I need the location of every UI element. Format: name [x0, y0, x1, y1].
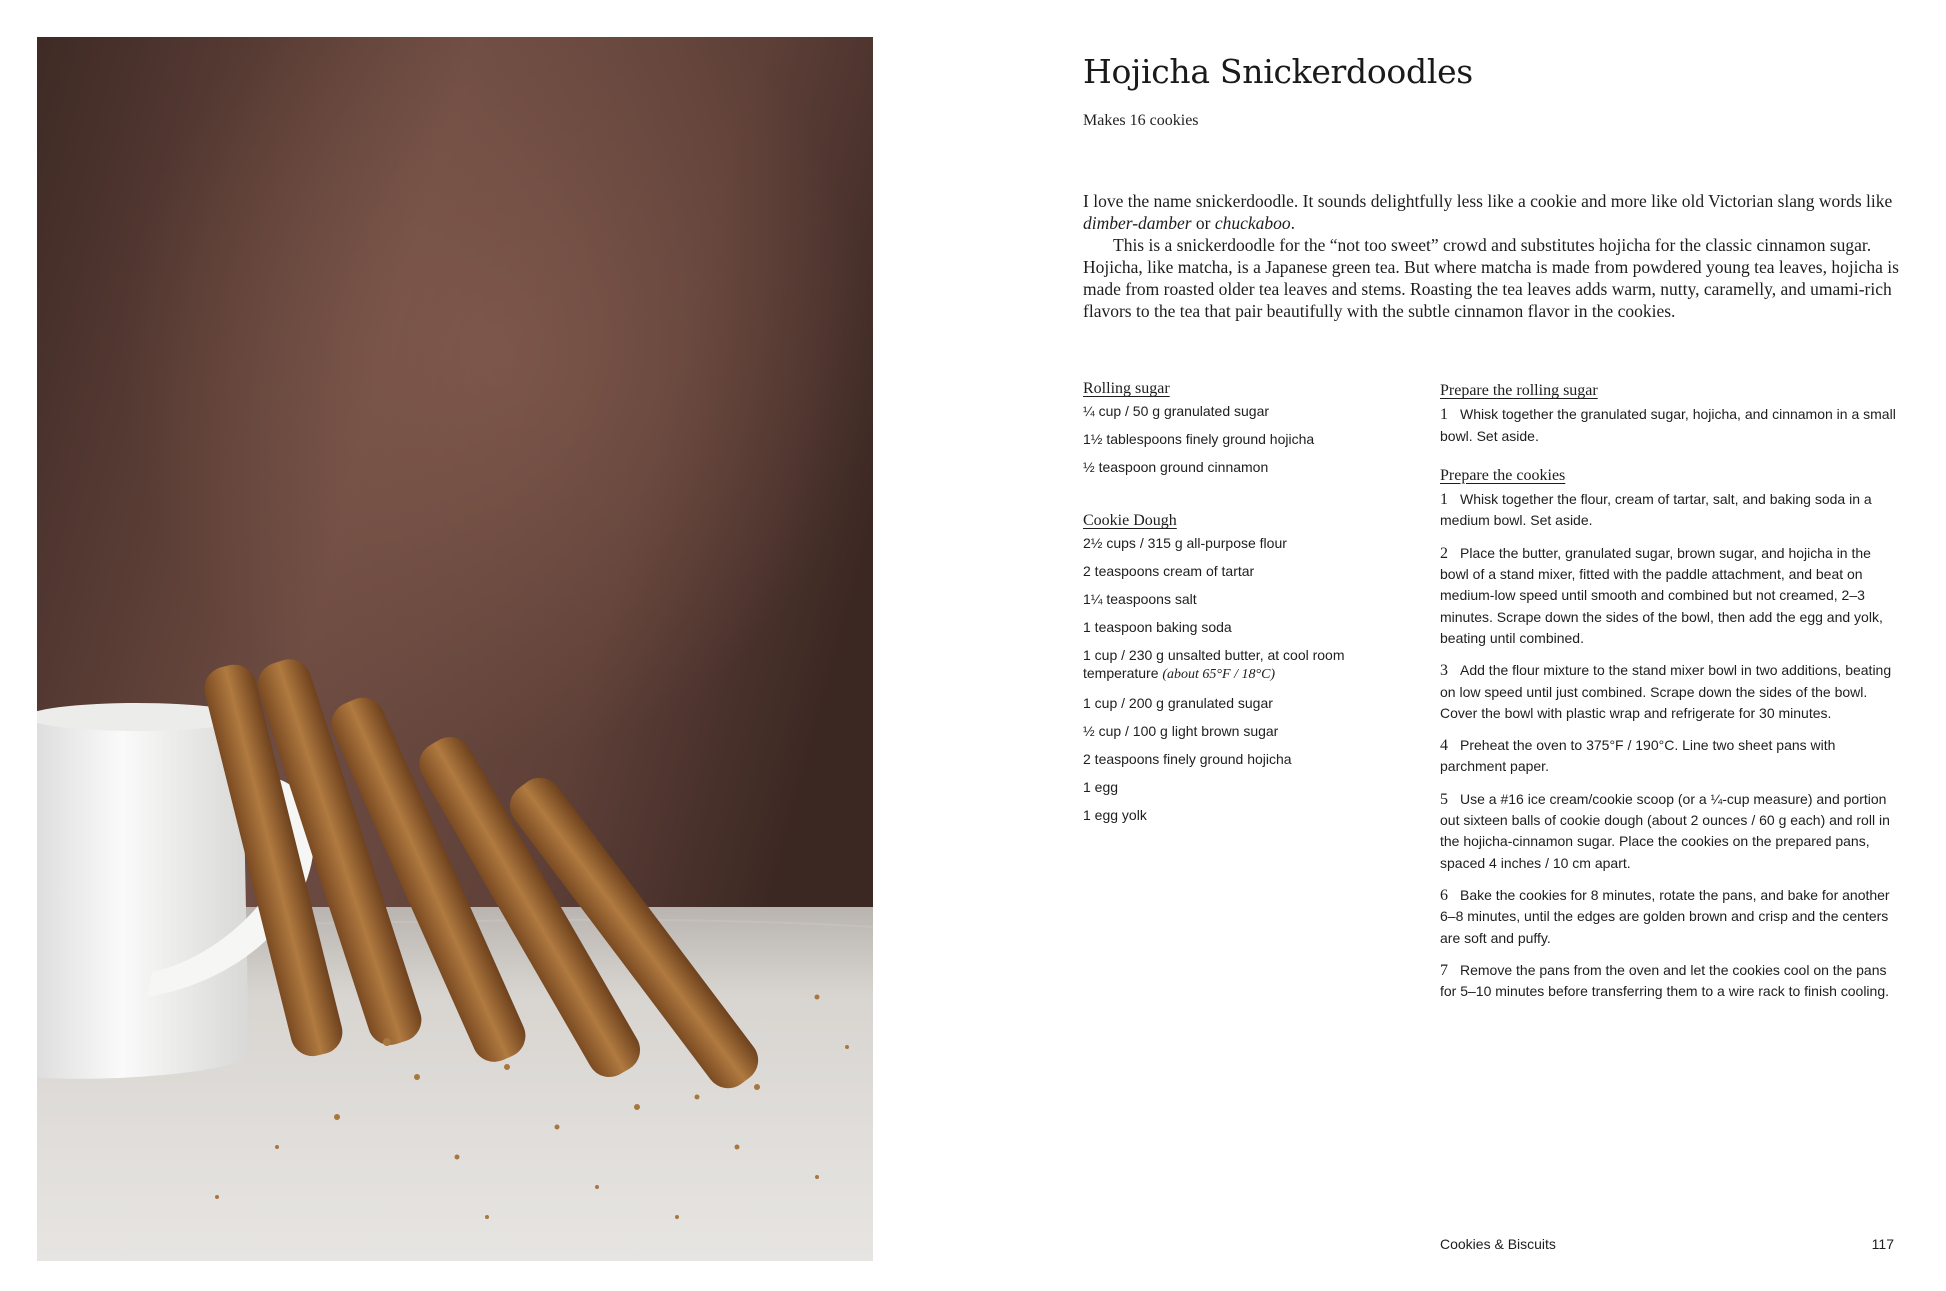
ingredient-item: ¼ cup / 50 g granulated sugar — [1083, 403, 1270, 419]
method-step: 5 Use a #16 ice cream/cookie scoop (or a ¼-cup measure) and portion out sixteen balls of cookie dough (about 2 ounces / 60 g each) and roll in the hojicha-cinnamon sugar. Place the cookies on the prepared pans, spaced 4 inches / 10 cm apart. — [1440, 790, 1890, 871]
rolling-sugar-steps — [1440, 404, 1898, 447]
butter-temperature-note: (about 65°F / 18°C) — [1162, 667, 1276, 682]
method-step: 2 Place the butter, granulated sugar, brown sugar, and hojicha in the bowl of a stand mixer, fitted with the paddle attachment, and beat on medium-low speed until smooth and combined but not creamed, 2–3 minutes. Scrape down the sides of the bowl, then add the egg and yolk, beating until combined. — [1440, 544, 1883, 646]
ingredient-item: 2 teaspoons finely ground hojicha — [1083, 751, 1292, 767]
rolling-sugar-heading: Rolling sugar — [1083, 380, 1170, 397]
method-step: 1 Whisk together the flour, cream of tartar, salt, and baking soda in a medium bowl. Set aside. — [1440, 491, 1872, 529]
ingredient-item: 2 teaspoons cream of tartar — [1083, 563, 1255, 579]
cookie-steps — [1440, 489, 1898, 1002]
cookie-dough-heading: Cookie Dough — [1083, 512, 1177, 529]
ingredient-item: ½ cup / 100 g light brown sugar — [1083, 723, 1279, 739]
method-column — [1440, 380, 1898, 1013]
method-step: 7 Remove the pans from the oven and let the cookies cool on the pans for 5–10 minutes before transferring them to a wire rack to finish cooling. — [1440, 961, 1889, 1000]
ingredient-item: 1 egg yolk — [1083, 807, 1147, 823]
recipe-header — [1083, 52, 1903, 130]
method-step: 1 Whisk together the granulated sugar, hojicha, and cinnamon in a small bowl. Set aside. — [1440, 406, 1896, 444]
footer-section-name: Cookies & Biscuits — [1440, 1236, 1556, 1252]
recipe-yield: Makes 16 cookies — [1083, 112, 1199, 129]
recipe-title: Hojicha Snickerdoodles — [1083, 52, 1473, 91]
intro-paragraph-2: This is a snickerdoodle for the “not too sweet” crowd and substitutes hojicha for the classic cinnamon sugar. Hojicha, like matcha, is a Japanese green tea. But where matcha is made from powdered young tea leaves, hojicha is made from roasted older tea leaves and stems. Roasting the tea leaves adds warm, nutty, caramelly, and umami-rich flavors to the tea that pair beautifully with the subtle cinnamon flavor in the cookies. — [1083, 235, 1899, 321]
cookie-photo — [37, 37, 873, 1261]
ingredient-item: ½ teaspoon ground cinnamon — [1083, 459, 1269, 475]
ingredient-item: 1¼ teaspoons salt — [1083, 591, 1197, 607]
ingredient-item-butter: 1 cup / 230 g unsalted butter, at cool room temperature (about 65°F / 18°C) — [1083, 647, 1345, 682]
recipe-intro — [1083, 190, 1903, 322]
prepare-cookies-heading: Prepare the cookies — [1440, 466, 1566, 484]
ingredient-item: 1 cup / 200 g granulated sugar — [1083, 695, 1273, 711]
ingredients-column — [1083, 380, 1403, 834]
ingredient-item: 1 egg — [1083, 779, 1119, 795]
method-step: 3 Add the flour mixture to the stand mixer bowl in two additions, beating on low speed until just combined. Scrape down the sides of the bowl. Cover the bowl with plastic wrap and refrigerate for 30 minutes. — [1440, 662, 1892, 721]
rolling-sugar-list — [1083, 402, 1403, 476]
cookie-dough-list — [1083, 534, 1403, 824]
prepare-rolling-sugar-heading: Prepare the rolling sugar — [1440, 382, 1598, 399]
ingredient-item: 1 teaspoon baking soda — [1083, 619, 1232, 635]
intro-paragraph-1: I love the name snickerdoodle. It sounds delightfully less like a cookie and more like old Victorian slang words like dimber-damber or chuckaboo. — [1083, 191, 1893, 233]
page-number: 117 — [1871, 1236, 1894, 1252]
ingredient-item: 2½ cups / 315 g all-purpose flour — [1083, 535, 1287, 551]
method-step: 4 Preheat the oven to 375°F / 190°C. Line two sheet pans with parchment paper. — [1440, 737, 1836, 775]
method-step: 6 Bake the cookies for 8 minutes, rotate the pans, and bake for another 6–8 minutes, until the edges are golden brown and crisp and the centers are soft and puffy. — [1440, 886, 1890, 946]
ingredient-item: 1½ tablespoons finely ground hojicha — [1083, 431, 1315, 447]
